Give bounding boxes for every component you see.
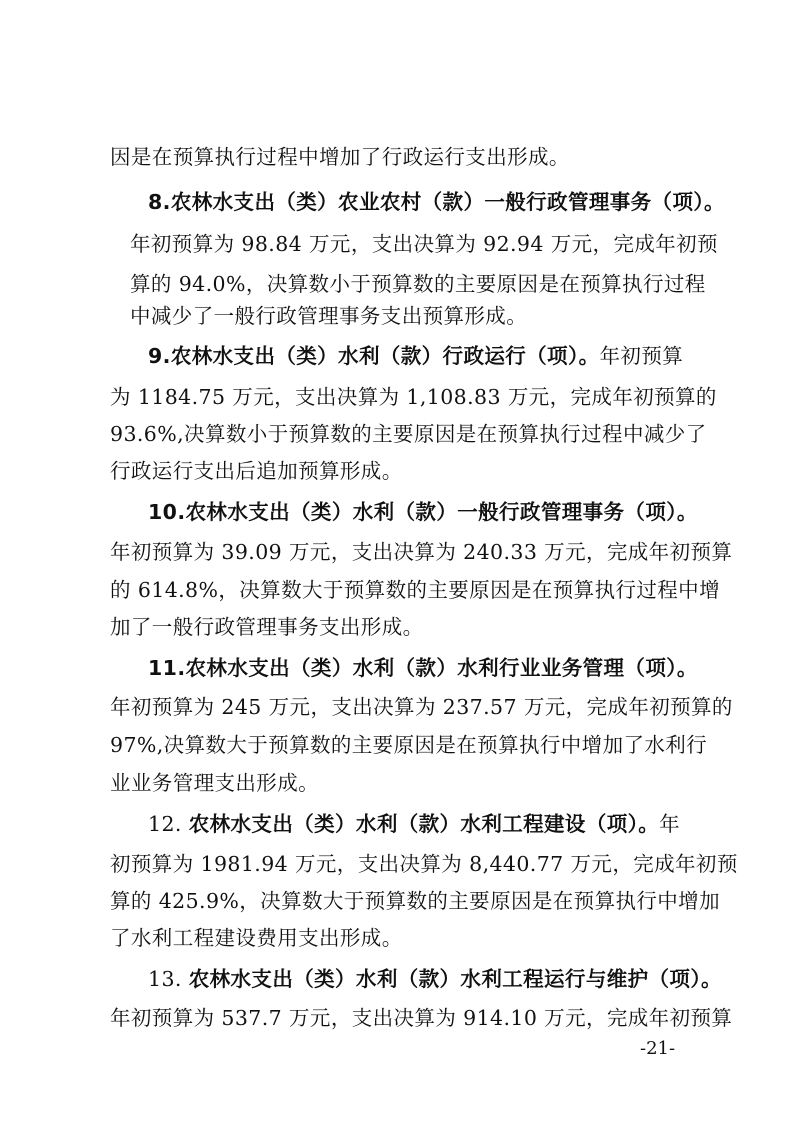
section-heading: 10.农林水支出（类）水利（款）一般行政管理事务（项）。 — [148, 500, 698, 524]
text-line: 初预算为 1981.94 万元，支出决算为 8,440.77 万元，完成年初预 — [110, 852, 738, 876]
text-line: 93.6%,决算数小于预算数的主要原因是在预算执行过程中减少了 — [110, 422, 707, 446]
text-line: 算的 425.9%，决算数大于预算数的主要原因是在预算执行中增加 — [110, 889, 720, 913]
section-heading: 13. 农林水支出（类）水利（款）水利工程运行与维护（项）。 — [148, 967, 722, 991]
text-line: 97%,决算数大于预算数的主要原因是在预算执行中增加了水利行 — [110, 733, 708, 757]
text-line: 中减少了一般行政管理事务支出预算形成。 — [130, 304, 528, 328]
text-line: 为 1184.75 万元，支出决算为 1,108.83 万元，完成年初预算的 — [110, 385, 717, 409]
section-heading: 11.农林水支出（类）水利（款）水利行业业务管理（项）。 — [148, 656, 698, 680]
text-line: 行政运行支出后追加预算形成。 — [110, 459, 403, 483]
section-heading: 9.农林水支出（类）水利（款）行政运行（项）。年初预算 — [148, 344, 684, 368]
text-line: 年初预算为 245 万元，支出决算为 237.57 万元，完成年初预算的 — [110, 695, 733, 719]
section-heading: 12. 农林水支出（类）水利（款）水利工程建设（项）。年 — [148, 812, 681, 836]
text-line: 的 614.8%，决算数大于预算数的主要原因是在预算执行过程中增 — [110, 578, 720, 602]
section-heading: 8.农林水支出（类）农业农村（款）一般行政管理事务（项）。 — [148, 190, 725, 214]
text-line: 年初预算为 39.09 万元，支出决算为 240.33 万元，完成年初预算 — [110, 540, 733, 564]
text-line: 因是在预算执行过程中增加了行政运行支出形成。 — [110, 145, 570, 169]
text-line: 业业务管理支出形成。 — [110, 771, 319, 795]
text-line: 年初预算为 98.84 万元，支出决算为 92.94 万元，完成年初预 — [130, 232, 718, 256]
text-line: 了水利工程建设费用支出形成。 — [110, 926, 403, 950]
text-line: 加了一般行政管理事务支出形成。 — [110, 615, 424, 639]
text-line: 算的 94.0%，决算数小于预算数的主要原因是在预算执行过程 — [130, 272, 706, 296]
text-line: 年初预算为 537.7 万元，支出决算为 914.10 万元，完成年初预算 — [110, 1006, 733, 1030]
page-number: -21- — [640, 1038, 676, 1059]
